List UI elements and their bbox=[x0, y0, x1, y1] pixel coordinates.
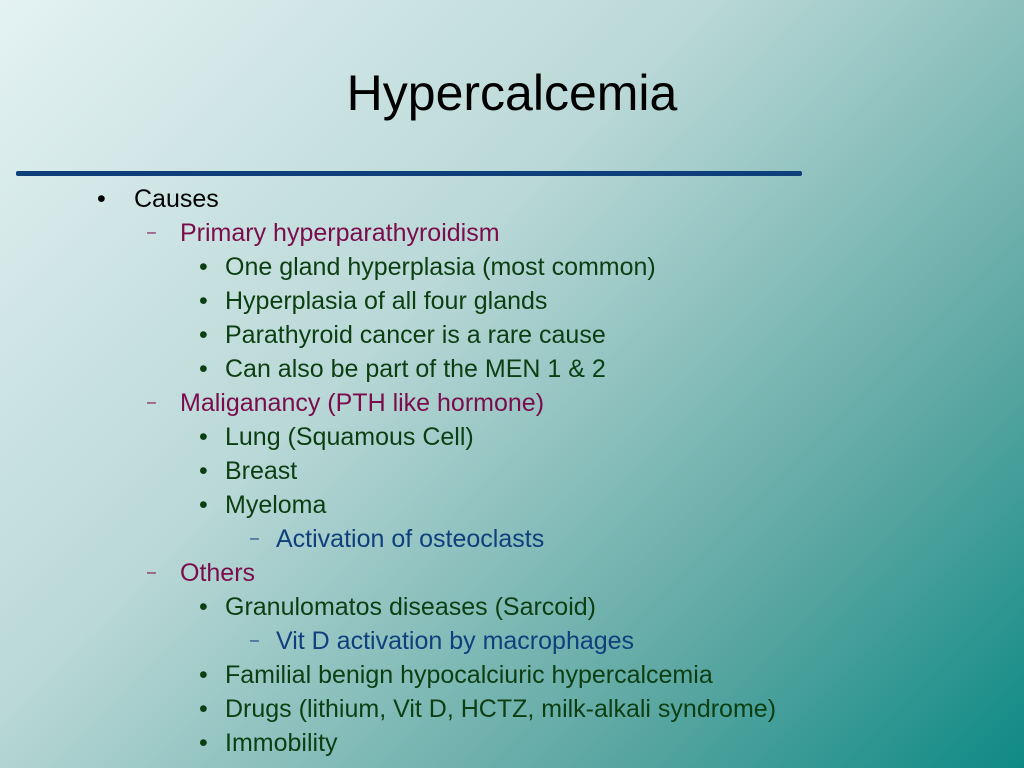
bullet-marker: • bbox=[199, 355, 208, 383]
title-underline bbox=[16, 171, 802, 176]
bullet-text: Myeloma bbox=[225, 491, 327, 519]
bullet-text: Vit D activation by macrophages bbox=[276, 627, 635, 655]
bullet-text: Primary hyperparathyroidism bbox=[180, 219, 500, 247]
bullet-text: One gland hyperplasia (most common) bbox=[225, 253, 656, 281]
bullet-text: Immobility bbox=[225, 729, 338, 757]
dash-marker: – bbox=[147, 394, 156, 411]
dash-marker: – bbox=[147, 564, 156, 581]
bullet-marker: • bbox=[199, 457, 208, 485]
bullet-text: Activation of osteoclasts bbox=[276, 525, 545, 553]
bullet-marker: • bbox=[199, 287, 208, 315]
bullet-marker: • bbox=[199, 491, 208, 519]
bullet-text: Causes bbox=[134, 185, 219, 213]
bullet-text: Hyperplasia of all four glands bbox=[225, 287, 548, 315]
bullet-text: Drugs (lithium, Vit D, HCTZ, milk-alkali syndrome) bbox=[225, 695, 777, 723]
bullet-text: Granulomatos diseases (Sarcoid) bbox=[225, 593, 596, 621]
bullet-marker: • bbox=[97, 185, 106, 213]
bullet-marker: • bbox=[199, 661, 208, 689]
bullet-marker: • bbox=[199, 695, 208, 723]
bullet-text: Familial benign hypocalciuric hypercalcemia bbox=[225, 661, 713, 689]
dash-marker: – bbox=[147, 224, 156, 241]
dash-marker: – bbox=[250, 530, 259, 547]
bullet-text: Breast bbox=[225, 457, 298, 485]
bullet-text: Others bbox=[180, 559, 256, 587]
bullet-marker: • bbox=[199, 729, 208, 757]
bullet-marker: • bbox=[199, 321, 208, 349]
bullet-marker: • bbox=[199, 253, 208, 281]
bullet-marker: • bbox=[199, 593, 208, 621]
bullet-marker: • bbox=[199, 423, 208, 451]
slide-title: Hypercalcemia bbox=[346, 65, 678, 121]
bullet-text: Lung (Squamous Cell) bbox=[225, 423, 474, 451]
bullet-text: Maliganancy (PTH like hormone) bbox=[180, 389, 545, 417]
dash-marker: – bbox=[250, 632, 259, 649]
bullet-text: Parathyroid cancer is a rare cause bbox=[225, 321, 606, 349]
bullet-text: Can also be part of the MEN 1 & 2 bbox=[225, 355, 606, 383]
